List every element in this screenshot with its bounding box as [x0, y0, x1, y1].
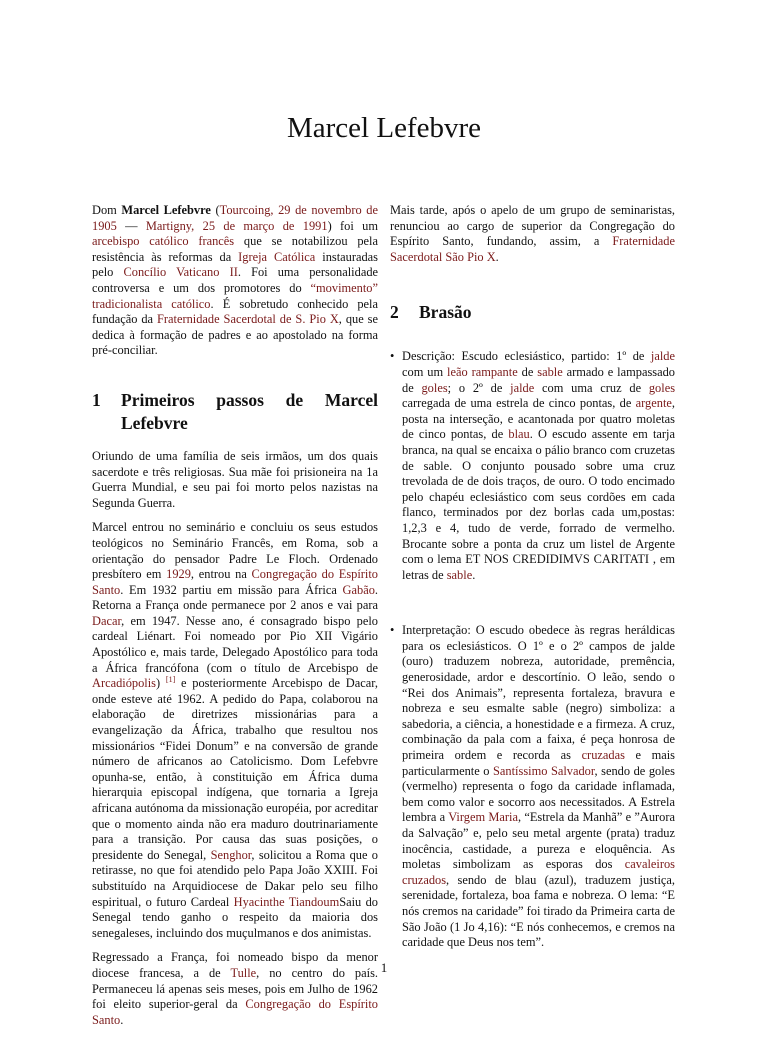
text: Marcel entrou no seminário e concluiu os seus estudos teológicos no Seminário Francês, em Roma, sob a orientação do pensador Padre Le Floch. Ordenado presbítero em — [92, 520, 378, 582]
paragraph: Oriundo de uma família de seis irmãos, um dos quais sacerdote e três religiosas. Sua mãe foi prisioneira na 1a Guerra Mundial, e seu pai foi morto pelos nazistas na Segunda Guerra. — [92, 448, 378, 510]
text: , sendo de blau (azul), traduzem justiça, serenidade, fortaleza, boa fama e nobreza. O lema: “E nós cremos na caridade” foi tirado da Primeira carta de São João (1 Jo 4,16): “E nós conhecemos, e cremos na caridade que Deus nos tem”. — [402, 872, 675, 950]
movimento-link[interactable]: “movimento” tradicionalista católico — [92, 280, 378, 311]
text: . Em 1932 partiu em missão para África — [120, 582, 343, 597]
igreja-catolica-link[interactable]: Igreja Católica — [238, 249, 316, 264]
jalde-link[interactable]: jalde — [510, 380, 535, 395]
leao-link[interactable]: leão rampante — [447, 364, 518, 379]
text: ) — [156, 676, 166, 691]
text: Descrição: Escudo eclesiástico, partido: 1º de — [402, 349, 651, 364]
text: carregada de uma estrela de cinco pontas, de — [402, 396, 636, 411]
text: , “Estrela da Manhã” e ”Aurora da Salvação” e, pelo seu metal argente (prata) traduz inocência, castidade, a pureza e eloquência. As moletas simbolizam as esporas dos — [402, 810, 675, 872]
subject-name: Marcel Lefebvre — [121, 203, 211, 217]
text: , em 1947. Nesse ano, é consagrado bispo pelo cardeal Liénart. Foi nomeado por Pio XII Vigário Apostólico e, mais tarde, Delegado Apostólico para toda a África francófona (com o título de Arcebispo de — [92, 613, 378, 675]
text: . — [495, 249, 499, 264]
tiandoum-link[interactable]: Hyacinthe Tiandoum — [233, 894, 340, 909]
text: , solicitou a Roma que o retirasse, no que foi atendido pelo Papa João XXIII. Foi substituído na Arquidiocese de Dakar pelo seu filho espiritual, o futuro Cardeal — [92, 847, 378, 909]
text: , entrou na — [190, 567, 252, 582]
congregacao-link[interactable]: Congregação do Espírito Santo — [92, 997, 379, 1027]
text: e posteriormente Arcebispo de Dacar, onde esteve até 1962. A pedido do Papa, colaborou na elaboração de diretrizes missionárias para a evangelização da África, trabalho que resultou nos missionários “Fidei Donum” e na conversão de grande número de africanos ao Catolicismo. Dom Lefebvre opunha-se, então, à constituição em África duma hierarquia episcopal indígena, que tornaria a Igreja africana autónoma da missionação européia, por acreditar que o momento ainda não era maduro doutrinariamente para a transição. Por causa das suas posições, o presidente do Senegal, — [92, 676, 378, 862]
section-title: Primeiros passos de Marcel Lefebvre — [121, 389, 378, 433]
text: Regressado a França, foi nomeado bispo da menor diocese francesa, a de — [92, 950, 378, 980]
text: , no centro do país. Permaneceu lá apenas seis meses, pois em Julho de 1962 foi eleito superior-geral da — [92, 965, 378, 1012]
text: Dom — [92, 203, 122, 217]
goles-link[interactable]: goles — [421, 380, 448, 395]
senghor-link[interactable]: Senghor — [210, 847, 252, 862]
section-number: 2 — [390, 302, 399, 323]
gabao-link[interactable]: Gabão — [342, 582, 375, 597]
article-title: Marcel Lefebvre — [286, 112, 481, 144]
fraternidade-link[interactable]: Fraternidade Sacerdotal São Pio X — [390, 234, 675, 264]
year-link[interactable]: 1929 — [166, 567, 191, 582]
text: . Retorna a França onde permanece por 2 anos e vai para — [92, 582, 378, 613]
section-2-heading — [390, 301, 675, 324]
reference-link[interactable]: [1] — [165, 675, 176, 685]
jalde-link[interactable]: jalde — [650, 349, 675, 364]
text: e mais particularmente o — [402, 748, 675, 778]
right-column — [390, 203, 675, 951]
text: Saiu do Senegal tendo ganho o respeito da maioria dos senegaleses, incluindo dos muçulmanos e dos animistas. — [92, 894, 378, 940]
text: de — [517, 364, 538, 379]
text: , posta na interseção, e acantonada por quatro moletas de cinco pontas, de — [402, 396, 675, 442]
text: com uma cruz de — [534, 380, 649, 395]
salvador-link[interactable]: Santíssimo Salvador — [493, 763, 595, 778]
text: — — [116, 218, 146, 233]
section-1-heading — [92, 389, 378, 435]
birth-link[interactable]: Tourcoing, 29 de novembro de 1905 — [92, 203, 378, 233]
text: instauradas pelo — [92, 249, 379, 280]
cruzadas-link[interactable]: cruzadas — [581, 748, 625, 763]
text: , que se dedica à formação de padres e ao apostolado na forma pré-conciliar. — [92, 312, 378, 358]
list-item-interpretacao — [390, 623, 675, 950]
goles-link[interactable]: goles — [648, 380, 676, 395]
fraternidade-link[interactable]: Fraternidade Sacerdotal de S. Pio X — [157, 312, 339, 327]
text: . É sobretudo conhecido pela fundação da — [92, 296, 378, 327]
page-number: 1 — [380, 960, 388, 975]
text: ; o 2º de — [447, 380, 511, 395]
text: com um — [402, 364, 448, 379]
arcadiopolis-link[interactable]: Arcadiópolis — [92, 676, 157, 691]
congregacao-link[interactable]: Congregação do Espírito Santo — [92, 567, 378, 597]
argente-link[interactable]: argente — [635, 396, 672, 411]
concilio-link[interactable]: Concílio Vaticano II — [123, 265, 238, 280]
intro-paragraph — [92, 203, 378, 359]
brasao-list — [390, 349, 675, 950]
paragraph — [92, 520, 378, 941]
left-column — [92, 203, 378, 1037]
dacar-link[interactable]: Dacar — [92, 613, 122, 628]
text: ) foi um — [327, 218, 378, 233]
text: . — [120, 1012, 124, 1027]
text: Mais tarde, após o apelo de um grupo de seminaristas, renunciou ao cargo de superior da Congregação do Espírito Santo, fundando, assim, a — [390, 203, 675, 249]
paragraph — [390, 203, 675, 265]
text: , sendo de goles (vermelho) representa o fogo da caridade inflamada, bem como valor e socorro aos necessitados. A Estrela lembra a — [402, 763, 675, 825]
blau-link[interactable]: blau — [508, 427, 530, 442]
death-link[interactable]: Martigny, 25 de março de 1991 — [145, 218, 328, 233]
section-number: 1 — [92, 389, 101, 410]
section-title: Brasão — [419, 302, 472, 323]
arcebispo-link[interactable]: arcebispo católico francês — [92, 234, 235, 249]
tulle-link[interactable]: Tulle — [230, 965, 257, 980]
sable-link[interactable]: sable — [537, 364, 563, 379]
cavaleiros-link[interactable]: cavaleiros cruzados — [402, 857, 675, 887]
text: Interpretação: O escudo obedece às regras heráldicas para os eclesiásticos. O 1º e o 2º campos de jalde (ouro) traduzem nobreza, autoridade, premência, generosidade, ardor e descortínio. O leão, sendo o “Rei dos Animais”, representa fortaleza, bravura e nobreza e seu esmalte sable (negro) simboliza: a sabedoria, a ciência, a honestidade e a firmeza. A cruz, combinação da pala com a faixa, é peça honrosa de primeira ordem e recorda as — [402, 623, 675, 763]
virgem-maria-link[interactable]: Virgem Maria — [448, 810, 518, 825]
text: . — [472, 567, 476, 582]
text: que se notabilizou pela resistência às reformas da — [92, 234, 378, 264]
text: ( — [210, 203, 220, 217]
text: . O escudo assente em tarja branca, na qual se encaixa o pálio branco com cruzetas de sable. O conjunto pousado sobre uma cruz trevolada de de dois traços, de ouro. O todo encimado pelo chapéu eclesiástico com seus cordões em cada flanco, terminados por dez borlas cada um,postas: 1,2,3 e 4, tudo de verde, forrado de vermelho. Brocante sobre a ponta da cruz um listel de Argente com o lema ET NOS CREDIDIMVS CARITATI , em letras de — [402, 427, 676, 582]
sable-link[interactable]: sable — [446, 567, 473, 582]
text: . Foi uma personalidade controversa e um dos promotores do — [92, 265, 379, 295]
list-item-descricao — [390, 349, 675, 583]
text: armado e lampassado de — [402, 364, 675, 395]
